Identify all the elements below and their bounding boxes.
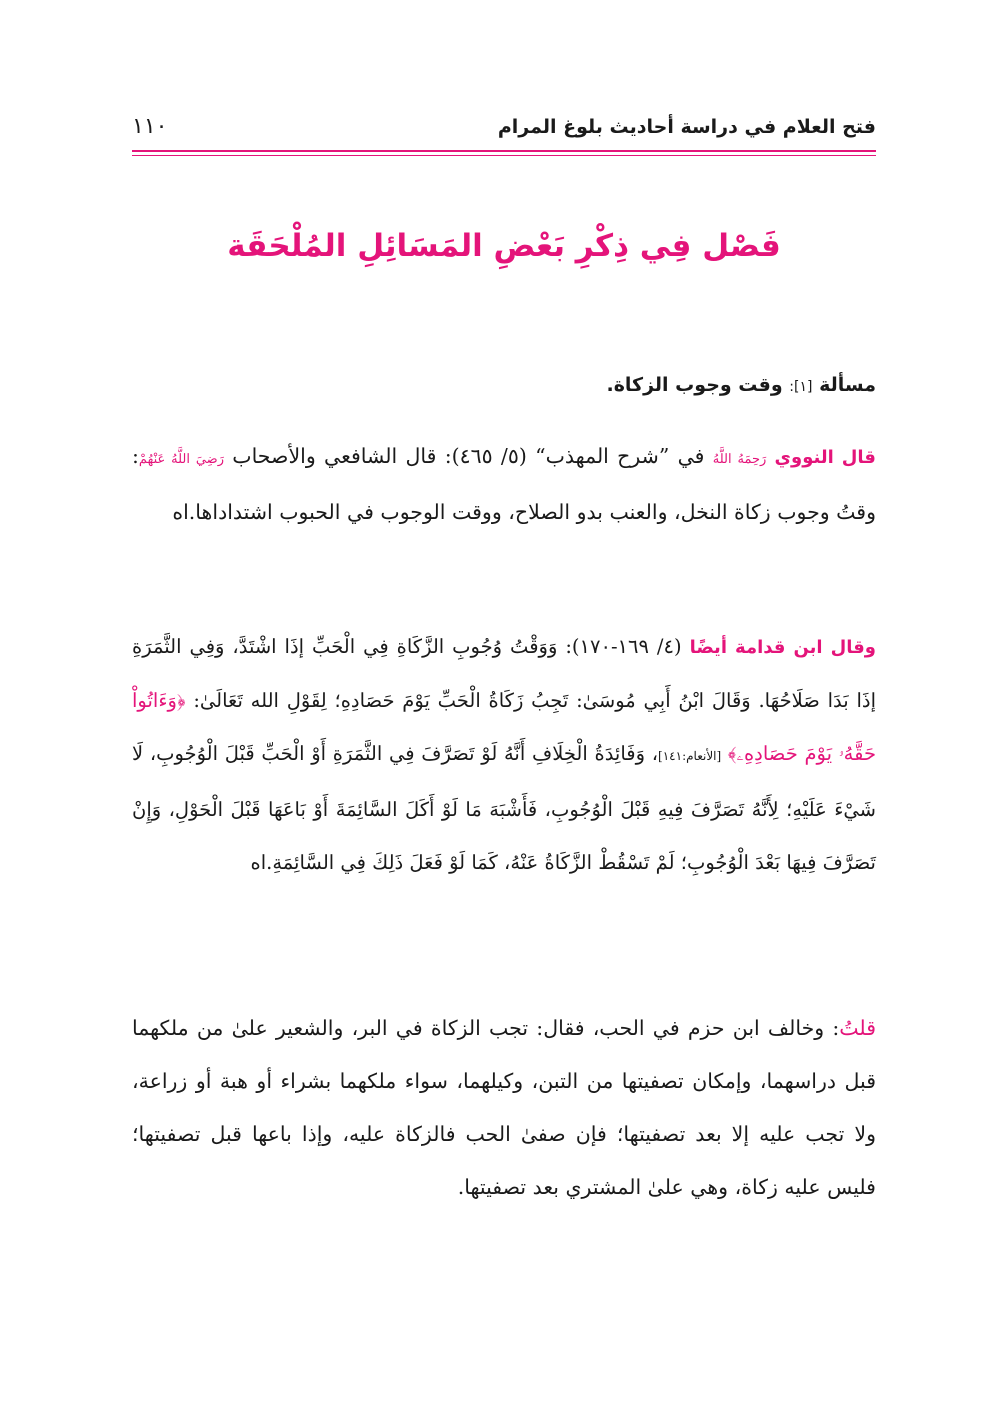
running-header <box>132 112 876 152</box>
book-title: فتح العلام في دراسة أحاديث بلوغ المرام <box>497 116 876 138</box>
issue-number: [١]: <box>789 379 813 395</box>
header-rule-thin <box>132 155 876 156</box>
issue-heading <box>132 368 876 404</box>
paragraph-text: : وقتُ وجوب زكاة النخل، والعنب بدو الصلاح، ووقت الوجوب في الحبوب اشتداداها.اه <box>132 444 876 524</box>
paragraph-text: (٤/ ١٦٩-١٧٠): وَوَقْتُ وُجُوبِ الزَّكَاةِ فِي الْحَبِّ إذَا اشْتَدَّ، وَفِي الثَّمَرَةِ إذَا بَدَا صَلَاحُهَا. وَقَالَ ابْنُ أَبِي مُوسَىٰ: تَجِبُ زَكَاةُ الْحَبِّ يَوْمَ حَصَادِهِ؛ لِقَوْلِ الله تَعَالَىٰ: <box>132 635 876 712</box>
issue-label: مسألة <box>819 374 876 396</box>
paragraph-ibn-hazm <box>132 1002 876 1214</box>
quran-reference: [الأنعام:١٤١] <box>658 749 722 763</box>
section-title: فَصْل فِي ذِكْرِ بَعْضِ المَسَائِلِ المُلْحَقَة <box>227 228 781 264</box>
issue-title: وقت وجوب الزكاة. <box>606 374 783 396</box>
paragraph-text: ، وَفَائِدَةُ الْخِلَافِ أَنَّهُ لَوْ تَصَرَّفَ فِي الثَّمَرَةِ أَوْ الْحَبِّ قَبْلَ الْوُجُوبِ، لَا شَيْءَ عَلَيْهِ؛ لِأَنَّهُ تَصَرَّفَ فِيهِ قَبْلَ الْوُجُوبِ، فَأَشْبَهَ مَا لَوْ أَكَلَ السَّائِمَةَ أَوْ بَاعَهَا قَبْلَ الْحَوْلِ، وَإِنْ تَصَرَّفَ فِيهَا بَعْدَ الْوُجُوبِ؛ لَمْ تَسْقُطْ الزَّكَاةُ عَنْهُ، كَمَا لَوْ فَعَلَ ذَلِكَ فِي السَّائِمَةِ.اه <box>132 742 876 874</box>
speaker-ibn-qudama: وقال ابن قدامة أيضًا <box>689 637 876 658</box>
header-rule-thick <box>132 150 876 152</box>
speaker-nawawi: قال النووي <box>774 447 876 468</box>
paragraph-nawawi <box>132 430 876 539</box>
lead-qultu: قلتُ <box>839 1016 876 1040</box>
paragraph-ibn-qudama <box>132 620 876 889</box>
honorific-radiallahu: رَضِيَ اللَّهُ عَنْهُمْ <box>138 452 224 467</box>
quran-verse: ﴿وَءَاتُواْ حَقَّهُۥ يَوْمَ حَصَادِهِۦ﴾ <box>132 689 877 765</box>
honorific-rahimahullah: رَحِمَهُ اللَّهُ <box>712 452 767 467</box>
page-number: ١١٠ <box>132 114 168 139</box>
paragraph-text: في ”شرح المهذب“ (٥/ ٤٦٥): قال الشافعي والأصحاب <box>232 444 705 468</box>
paragraph-text: : وخالف ابن حزم في الحب، فقال: تجب الزكاة في البر، والشعير علىٰ من ملكهما قبل دراسهما، وإمكان تصفيتها من التبن، وكيلهما، سواء ملكهما بشراء أو هبة أو زراعة، ولا تجب عليه إلا بعد تصفيتها؛ فإن صفىٰ الحب فالزكاة عليه، وإذا باعها قبل تصفيتها؛ فليس عليه زكاة، وهي علىٰ المشتري بعد تصفيتها. <box>132 1016 876 1199</box>
